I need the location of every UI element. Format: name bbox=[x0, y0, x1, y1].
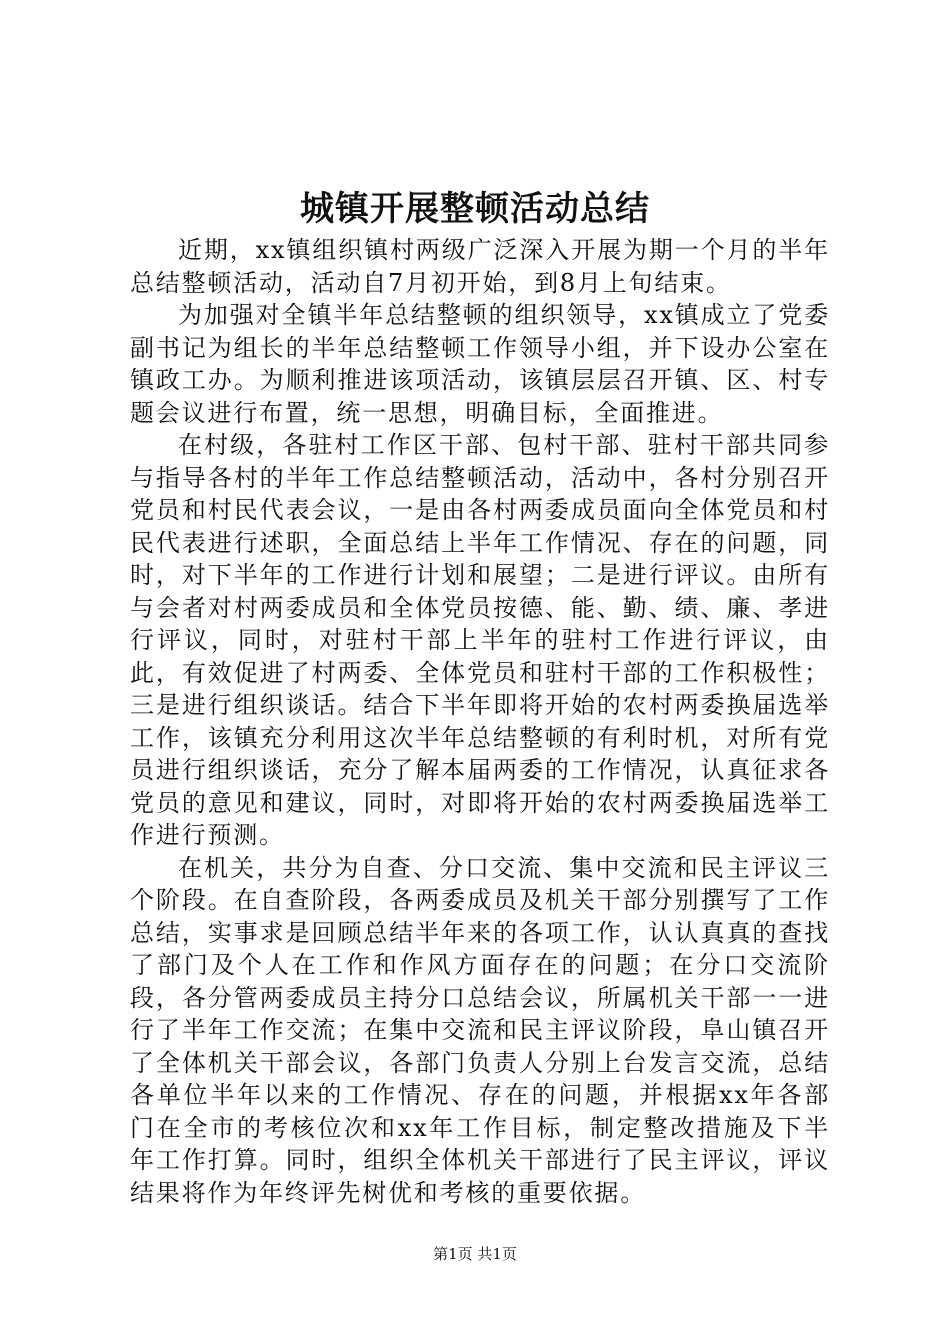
page-footer: 第1页 共1页 bbox=[433, 1245, 517, 1263]
document-title: 城镇开展整顿活动总结 bbox=[300, 189, 650, 229]
paragraph-2: 为加强对全镇半年总结整顿的组织领导，xx镇成立了党委副书记为组长的半年总结整顿工作领导小组，并下设办公室在镇政工办。为顺利推进该项活动，该镇层层召开镇、区、村专题会议进行布置，统一思想，明确目标，全面推进。 bbox=[130, 301, 830, 427]
paragraph-3: 在村级，各驻村工作区干部、包村干部、驻村干部共同参与指导各村的半年工作总结整顿活动，活动中，各村分别召开党员和村民代表会议，一是由各村两委成员面向全体党员和村民代表进行述职，全面总结上半年工作情况、存在的问题，同时，对下半年的工作进行计划和展望；二是进行评议。由所有与会者对村两委成员和全体党员按德、能、勤、绩、廉、孝进行评议，同时，对驻村干部上半年的驻村工作进行评议，由此，有效促进了村两委、全体党员和驻村干部的工作积极性；三是进行组织谈话。结合下半年即将开始的农村两委换届选举工作，该镇充分利用这次半年总结整顿的有利时机，对所有党员进行组织谈话，充分了解本届两委的工作情况，认真征求各党员的意见和建议，同时，对即将开始的农村两委换届选举工作进行预测。 bbox=[130, 431, 830, 849]
paragraph-4: 在机关，共分为自查、分口交流、集中交流和民主评议三个阶段。在自查阶段，各两委成员及机关干部分别撰写了工作总结，实事求是回顾总结半年来的各项工作，认认真真的查找了部门及个人在工作和作风方面存在的问题；在分口交流阶段，各分管两委成员主持分口总结会议，所属机关干部一一进行了半年工作交流；在集中交流和民主评议阶段，阜山镇召开了全体机关干部会议，各部门负责人分别上台发言交流，总结各单位半年以来的工作情况、存在的问题，并根据xx年各部门在全市的考核位次和xx年工作目标，制定整改措施及下半年工作打算。同时，组织全体机关干部进行了民主评议，评议结果将作为年终评先树优和考核的重要依据。 bbox=[130, 853, 830, 1207]
paragraph-1: 近期，xx镇组织镇村两级广泛深入开展为期一个月的半年总结整顿活动，活动自7月初开始，到8月上旬结束。 bbox=[130, 236, 830, 297]
document-body bbox=[130, 234, 830, 1209]
